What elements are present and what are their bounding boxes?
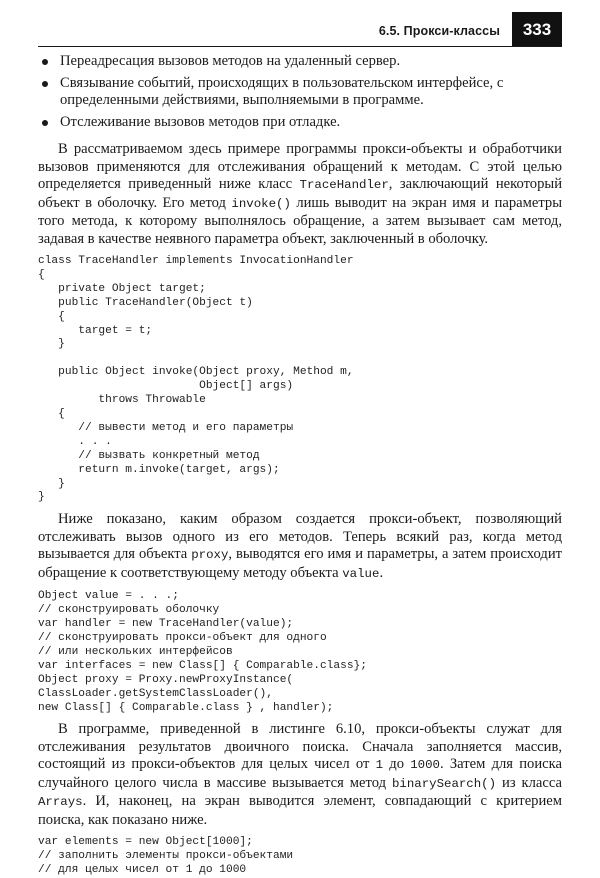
inline-code: 1000	[410, 758, 440, 773]
code-line: var elements = new Object[1000];	[38, 836, 253, 849]
code-line: // для целых чисел от 1 до 1000	[38, 864, 247, 877]
running-header	[38, 12, 562, 47]
code-line: // заполнить элементы прокси-объектами	[38, 850, 294, 863]
bullet-item	[38, 114, 562, 132]
text-run: В программе, приведенной в листинге 6.10, прокси-объекты служат для отслеживания результатов двоичного поиска. Сначала заполняется массив, состоящий из прокси-объектов для целых чисел от	[38, 721, 562, 773]
code-line: throws Throwable	[38, 394, 206, 407]
text-run: Ниже показано, каким образом создается прокси-объект, позволяющий отслеживать вызов одного из его методов. Теперь всякий раз, когда метод вызывается для объекта	[38, 511, 562, 563]
code-block-trace-handler	[38, 255, 562, 505]
code-line	[38, 352, 562, 366]
page-number: 333	[512, 12, 562, 46]
code-line: // сконструировать прокси-объект для одного	[38, 632, 327, 645]
code-line: return m.invoke(target, args);	[38, 463, 280, 476]
bullet-icon	[42, 120, 48, 126]
text-run: . Затем для поиска случайного целого числа в массиве вызывается метод	[38, 756, 562, 791]
section-title: 6.5. Прокси-классы	[378, 24, 500, 38]
paragraph-binary-search	[38, 721, 562, 829]
code-line: class TraceHandler implements InvocationHandler	[38, 255, 354, 267]
code-line: }	[38, 338, 65, 351]
inline-code: TraceHandler	[299, 178, 389, 192]
inline-code: value	[342, 566, 380, 581]
code-line: public TraceHandler(Object t)	[38, 296, 253, 309]
bullet-icon	[42, 59, 48, 65]
code-block-proxy	[38, 590, 562, 715]
bullet-item	[38, 75, 562, 110]
code-line: {	[38, 407, 65, 420]
code-line: }	[38, 477, 65, 490]
code-line: // или нескольких интерфейсов	[38, 645, 233, 658]
inline-code: binarySearch()	[391, 776, 497, 791]
bullet-text: Связывание событий, происходящих в пользовательском интерфейсе, с определенными действиями, выполняемыми в программе.	[60, 74, 504, 108]
code-line: // вызвать конкретный метод	[38, 449, 260, 462]
code-line: public Object invoke(Object proxy, Method m,	[38, 366, 354, 379]
bullet-list	[38, 53, 562, 131]
code-line: private Object target;	[38, 282, 206, 295]
code-line: }	[38, 491, 45, 504]
code-line: {	[38, 310, 65, 323]
code-line: Object[] args)	[38, 380, 294, 393]
code-line: ClassLoader.getSystemClassLoader(),	[38, 687, 273, 700]
code-line: // вывести метод и его параметры	[38, 421, 294, 434]
code-block-elements	[38, 836, 562, 878]
text-run: , выводятся его имя и параметры, а затем происходит обращение к соответствующему методу объекта	[38, 546, 563, 581]
inline-code: invoke()	[231, 196, 291, 211]
paragraph-proxy-creation	[38, 511, 562, 583]
text-run: из класса	[496, 774, 562, 791]
paragraph-trace-handler	[38, 141, 562, 248]
code-line: . . .	[38, 435, 112, 448]
text-run: , заключающий некоторый объект в оболочку. Его метод	[38, 176, 562, 211]
page-content	[38, 53, 562, 878]
code-line: new Class[] { Comparable.class } , handler);	[38, 701, 334, 714]
inline-code: Arrays	[38, 795, 83, 810]
text-run: лишь выводит на экран имя и параметры того метода, к которому выполнялось обращение, а затем вызывает сам метод, задавая в качестве неявного параметра объект, заключенный в оболочку.	[38, 194, 563, 247]
text-run: до	[383, 756, 411, 773]
code-line: target = t;	[38, 324, 153, 337]
bullet-text: Переадресация вызовов методов на удаленный сервер.	[60, 53, 401, 69]
inline-code: proxy	[191, 548, 229, 563]
bullet-text: Отслеживание вызовов методов при отладке.	[60, 113, 341, 130]
inline-code: 1	[375, 758, 384, 773]
code-line: Object proxy = Proxy.newProxyInstance(	[38, 673, 294, 686]
text-run: В рассматриваемом здесь примере программы прокси-объекты и обработчики вызовов применяются для отслеживания обращений к методам. С этой целью определяется приведенный ниже класс	[38, 141, 562, 192]
code-line: // сконструировать оболочку	[38, 604, 220, 617]
text-run: .	[379, 564, 384, 581]
code-line: var interfaces = new Class[] { Comparable.class};	[38, 659, 367, 672]
bullet-icon	[42, 81, 48, 87]
bullet-item	[38, 53, 562, 71]
code-line: {	[38, 268, 45, 281]
code-line: Object value = . . .;	[38, 590, 179, 603]
text-run: . И, наконец, на экран выводится элемент, совпадающий с критерием поиска, как показано ниже.	[38, 793, 562, 828]
code-line: var handler = new TraceHandler(value);	[38, 618, 294, 631]
